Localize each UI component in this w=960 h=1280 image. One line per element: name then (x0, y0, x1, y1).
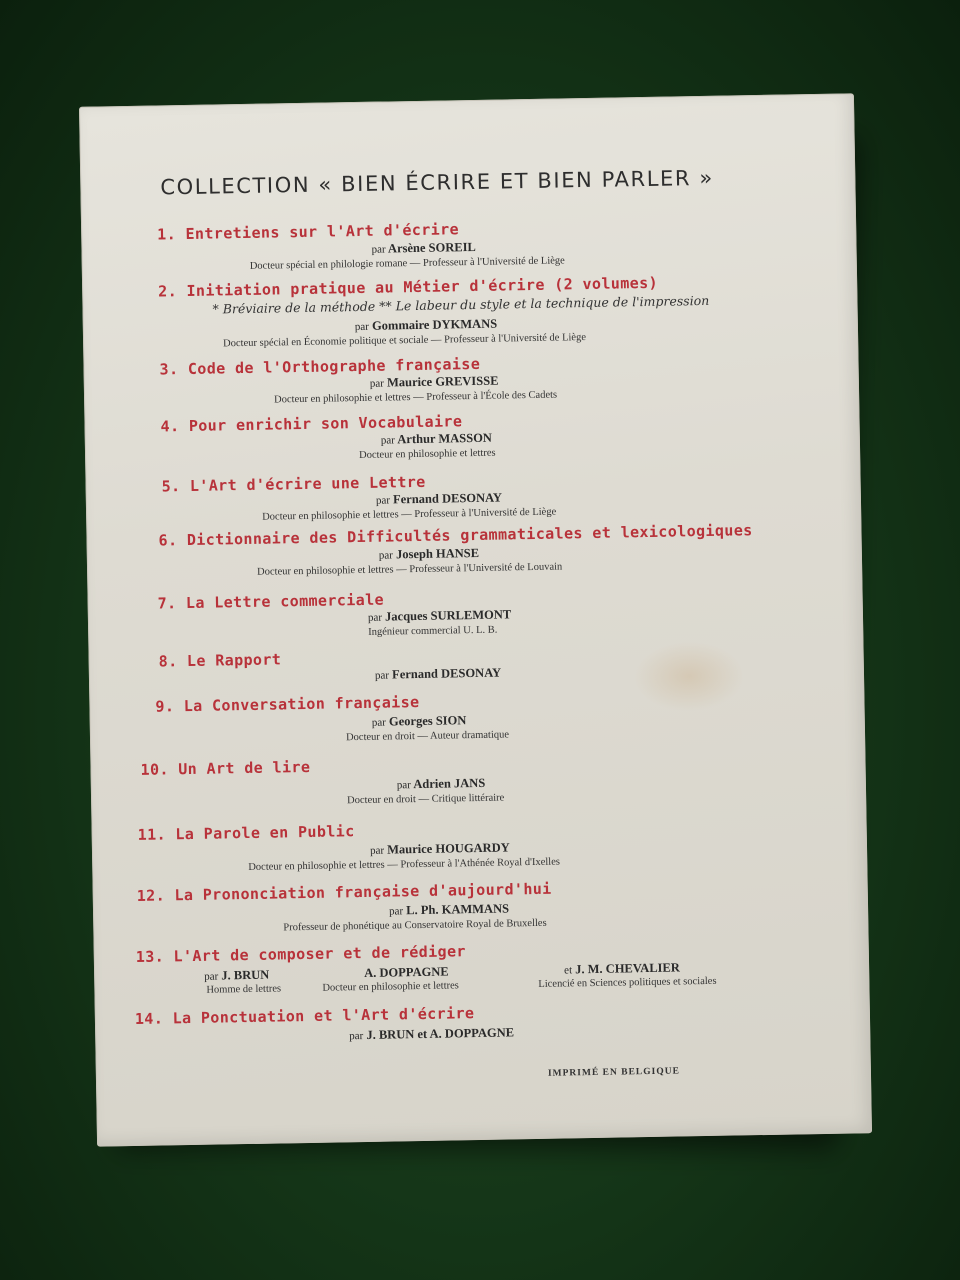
entry13-author-doppagne: A. DOPPAGNE (364, 964, 449, 980)
entry-credentials-11: Docteur en philosophie et lettres — Professeur à l'Athénée Royal d'Ixelles (248, 856, 561, 874)
entry-credentials-5: Docteur en philosophie et lettres — Professeur à l'Université de Liège (262, 506, 557, 523)
entry-credentials-3: Docteur en philosophie et lettres — Professeur à l'École des Cadets (274, 389, 558, 406)
entry13-author-chevalier: et J. M. CHEVALIER (564, 960, 680, 977)
entry-title-3: 3. Code de l'Orthographe française (159, 354, 481, 379)
entry-author-10: par Adrien JANS (396, 775, 486, 792)
entry-credentials-4: Docteur en philosophie et lettres (359, 447, 496, 462)
entry13-credentials-chevalier: Licencié en Sciences politiques et sociales (538, 975, 717, 990)
entry-credentials-6: Docteur en philosophie et lettres — Professeur à l'Université de Louvain (257, 561, 563, 578)
entry-title-1: 1. Entretiens sur l'Art d'écrire (157, 220, 460, 244)
entry-author-9: par Georges SION (371, 713, 467, 729)
entry-title-5: 5. L'Art d'écrire une Lettre (161, 472, 426, 496)
entry-author-12: par L. Ph. KAMMANS (388, 901, 510, 918)
entry-credentials-9: Docteur en droit — Auteur dramatique (345, 729, 510, 744)
entry-title-13: 13. L'Art de composer et de rédiger (135, 942, 467, 966)
entry-title-10: 10. Un Art de lire (140, 757, 311, 779)
entry-title-7: 7. La Lettre commerciale (157, 590, 385, 613)
entry-credentials-2: Docteur spécial en Économie politique et sociale — Professeur à l'Université de Liège (223, 332, 587, 350)
printed-in-belgium: IMPRIMÉ EN BELGIQUE (547, 1066, 680, 1079)
entry-author-8: par Fernand DESONAY (374, 665, 502, 682)
entry-title-11: 11. La Parole en Public (137, 822, 355, 844)
entry13-author-brun: par J. BRUN (204, 967, 270, 983)
entry-author-4: par Arthur MASSON (380, 430, 493, 447)
book-back-cover (79, 93, 872, 1146)
entry-subtitle-2: * Bréviaire de la méthode ** Le labeur du style et la technique de l'impression (212, 292, 710, 317)
entry-author-1: par Arsène SOREIL (371, 239, 476, 256)
entry-credentials-12: Professeur de phonétique au Conservatoire Royal de Bruxelles (283, 917, 547, 934)
entry-title-14: 14. La Ponctuation et l'Art d'écrire (134, 1004, 475, 1029)
entry-credentials-1: Docteur spécial en philologie romane — Professeur à l'Université de Liège (249, 255, 565, 272)
entry-title-6: 6. Dictionnaire des Difficultés grammaticales et lexicologiques (158, 521, 753, 550)
entry-title-2: 2. Initiation pratique au Métier d'écrire (2 volumes) (158, 273, 659, 301)
entry-title-12: 12. La Prononciation française d'aujourd'hui (136, 879, 552, 905)
entry-author-6: par Joseph HANSE (378, 545, 480, 562)
collection-title: COLLECTION « BIEN ÉCRIRE ET BIEN PARLER » (160, 165, 715, 200)
entry-credentials-10: Docteur en droit — Critique littéraire (347, 792, 505, 807)
entry-author-11: par Maurice HOUGARDY (369, 840, 510, 857)
entry-author-14: par J. BRUN et A. DOPPAGNE (349, 1025, 515, 1043)
entry-title-9: 9. La Conversation française (155, 692, 420, 716)
paper-stain (633, 640, 744, 712)
entry-credentials-7: Ingénieur commercial U. L. B. (368, 624, 498, 638)
entry13-credentials-brun: Homme de lettres (206, 983, 282, 996)
entry-author-5: par Fernand DESONAY (375, 490, 503, 507)
entry-author-2: par Gommaire DYKMANS (354, 316, 498, 334)
entry-author-7: par Jacques SURLEMONT (367, 607, 512, 624)
entry13-credentials-doppagne: Docteur en philosophie et lettres (322, 980, 459, 994)
entry-title-8: 8. Le Rapport (158, 650, 282, 671)
entry-title-4: 4. Pour enrichir son Vocabulaire (160, 412, 463, 436)
entry-author-3: par Maurice GREVISSE (369, 373, 499, 390)
